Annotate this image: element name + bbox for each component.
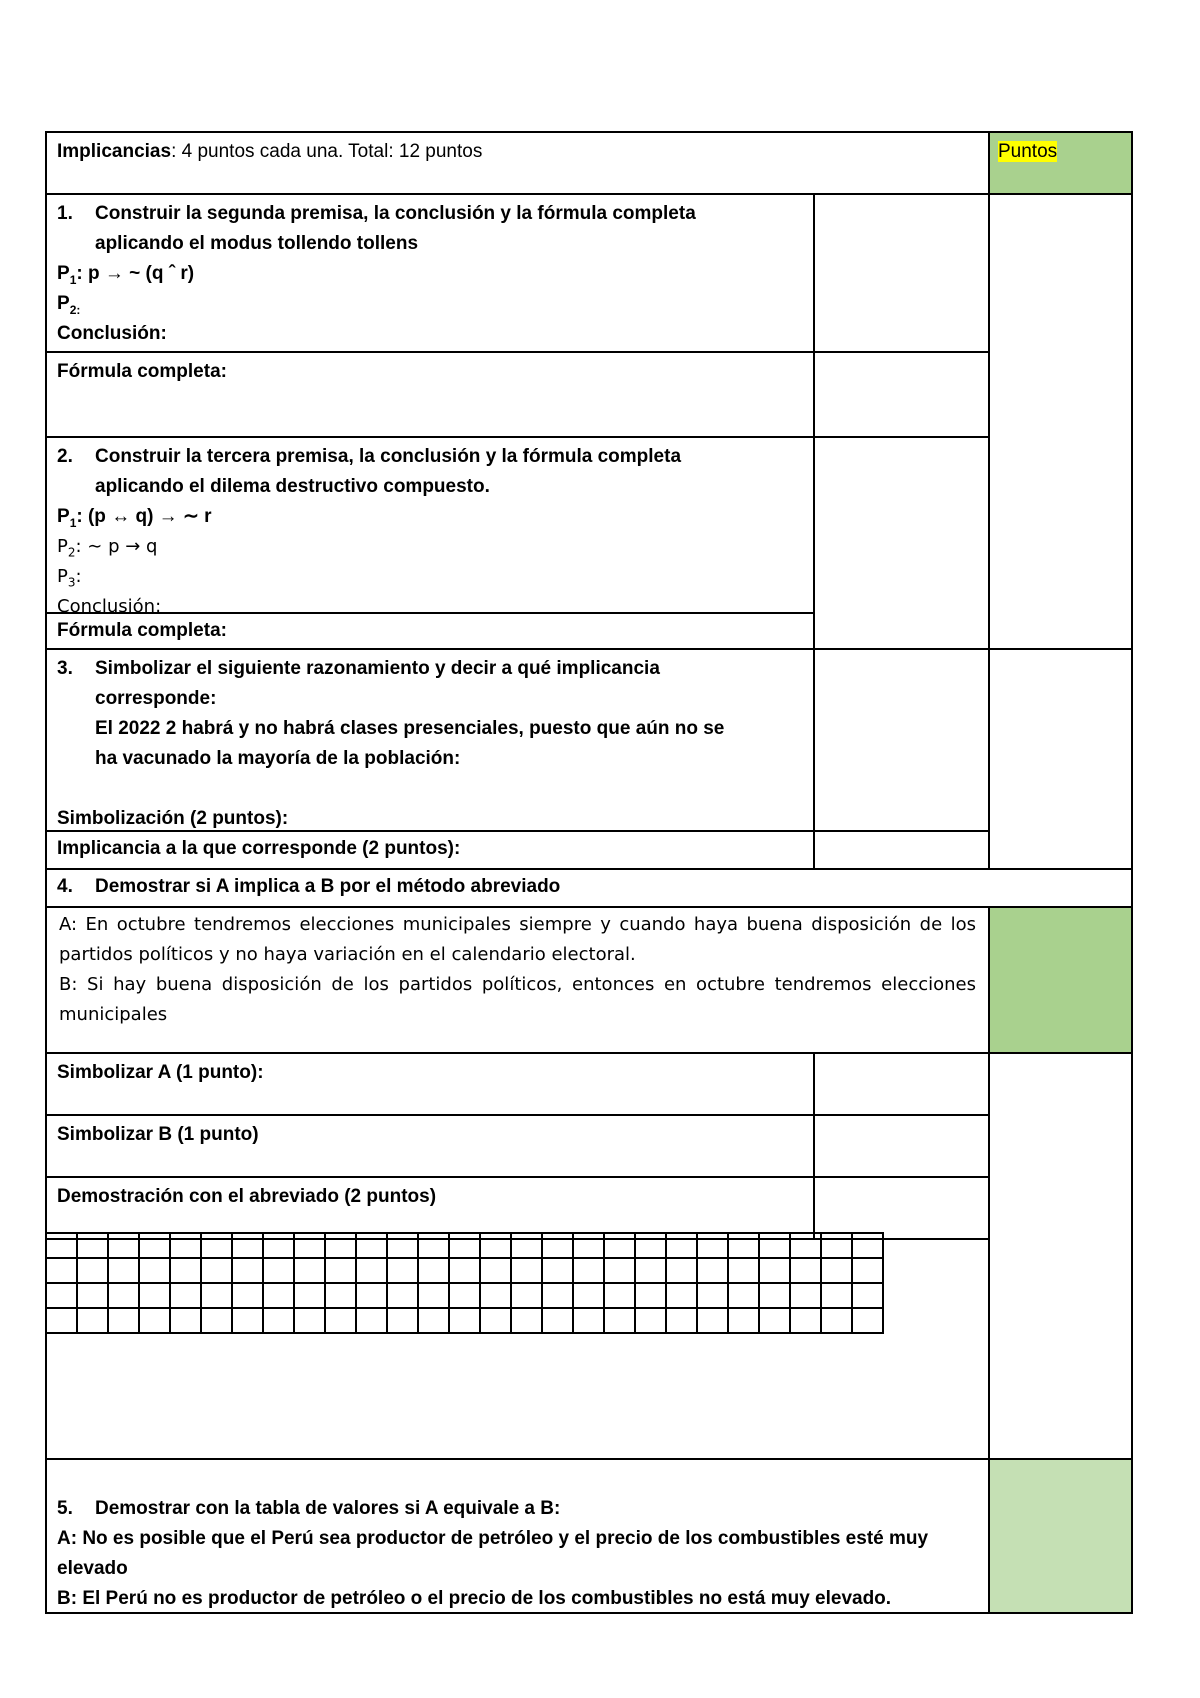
- grid-cell: [542, 1308, 573, 1333]
- grid-cell: [511, 1258, 542, 1283]
- grid-cell: [635, 1308, 666, 1333]
- q4-answer-grid: [45, 1232, 884, 1334]
- q5-number: 5.: [57, 1498, 73, 1519]
- grid-cell: [108, 1283, 139, 1308]
- grid-cell: [201, 1283, 232, 1308]
- grid-cell: [759, 1258, 790, 1283]
- grid-cell: [232, 1258, 263, 1283]
- grid-cell: [356, 1258, 387, 1283]
- grid-cell: [573, 1283, 604, 1308]
- q4-symbolize-a-score-cell: [813, 1052, 990, 1116]
- grid-cell: [356, 1308, 387, 1333]
- q1-score-cell: [813, 193, 990, 353]
- q4-symbolize-b-cell: [45, 1114, 815, 1178]
- grid-cell: [294, 1283, 325, 1308]
- q3-symbolization: Simbolización (2 puntos):: [57, 808, 289, 829]
- q4-statement-b: B: Si hay buena disposición de los partidos políticos, entonces en octubre tendremos elecciones municipales: [59, 974, 976, 1025]
- q4-title-cell: [45, 868, 1133, 908]
- grid-cell: [852, 1233, 883, 1258]
- q2-cell: [45, 436, 815, 614]
- q4-demonstration-cell: [45, 1176, 815, 1240]
- grid-cell: [728, 1283, 759, 1308]
- q4-statement-a: A: En octubre tendremos elecciones municipales siempre y cuando haya buena disposición de los partidos políticos y no haya variación en el calendario electoral.: [59, 914, 976, 965]
- q1-cell: [45, 193, 815, 353]
- grid-cell: [232, 1233, 263, 1258]
- grid-cell: [759, 1283, 790, 1308]
- grid-cell: [728, 1258, 759, 1283]
- grid-cell: [852, 1258, 883, 1283]
- q4-symbolize-b: Simbolizar B (1 punto): [57, 1124, 259, 1145]
- grid-cell: [697, 1233, 728, 1258]
- grid-cell: [325, 1283, 356, 1308]
- grid-cell: [542, 1283, 573, 1308]
- q2-score-cell: [813, 436, 990, 650]
- grid-cell: [46, 1308, 77, 1333]
- grid-cell: [759, 1308, 790, 1333]
- grid-cell: [852, 1308, 883, 1333]
- grid-cell: [449, 1258, 480, 1283]
- q3-implicancia-cell: [45, 830, 815, 870]
- grid-cell: [542, 1233, 573, 1258]
- grid-cell: [294, 1258, 325, 1283]
- grid-cell: [480, 1283, 511, 1308]
- grid-cell: [356, 1233, 387, 1258]
- q1-p2: $P_{2:}$: [57, 293, 81, 317]
- grid-cell: [139, 1258, 170, 1283]
- q3-line4: ha vacunado la mayoría de la población:: [95, 748, 461, 769]
- grid-cell: [108, 1258, 139, 1283]
- grid-cell: [77, 1233, 108, 1258]
- q4-statements-cell: [45, 906, 990, 1054]
- grid-cell: [604, 1283, 635, 1308]
- q4-title: 4. Demostrar si A implica a B por el método abreviado: [57, 872, 1121, 902]
- grid-cell: [139, 1233, 170, 1258]
- q2-p1: $P_1$: (p ↔ q) → ∼ r: [57, 506, 212, 530]
- grid-cell: [480, 1233, 511, 1258]
- header-cell: [45, 131, 990, 195]
- grid-cell: [418, 1233, 449, 1258]
- grid-cell: [511, 1233, 542, 1258]
- grid-cell: [263, 1233, 294, 1258]
- grid-cell: [759, 1233, 790, 1258]
- grid-cell: [449, 1233, 480, 1258]
- grid-cell: [294, 1233, 325, 1258]
- header-title-bold: Implicancias: [57, 141, 172, 162]
- grid-cell: [108, 1308, 139, 1333]
- q4-number: 4.: [57, 876, 73, 897]
- grid-cell: [728, 1233, 759, 1258]
- grid-cell: [604, 1258, 635, 1283]
- grid-cell: [821, 1283, 852, 1308]
- q3-line2: corresponde:: [95, 688, 217, 709]
- grid-cell: [790, 1233, 821, 1258]
- grid-cell: [201, 1258, 232, 1283]
- grid-cell: [666, 1258, 697, 1283]
- grid-cell: [201, 1308, 232, 1333]
- grid-cell: [635, 1283, 666, 1308]
- grid-cell: [666, 1233, 697, 1258]
- grid-cell: [263, 1283, 294, 1308]
- q1-line1: 1. Construir la segunda premisa, la conclusión y la fórmula completa: [57, 199, 803, 229]
- q4-symbolize-b-score-cell: [813, 1114, 990, 1178]
- q4-statements-points-cell: [988, 906, 1133, 1054]
- grid-cell: [666, 1308, 697, 1333]
- grid-cell: [852, 1283, 883, 1308]
- grid-cell: [635, 1233, 666, 1258]
- q3-line1: 3. Simbolizar el siguiente razonamiento y decir a qué implicancia: [57, 654, 803, 684]
- grid-cell: [449, 1308, 480, 1333]
- grid-cell: [170, 1233, 201, 1258]
- grid-cell: [666, 1283, 697, 1308]
- grid-cell: [201, 1233, 232, 1258]
- grid-cell: [356, 1283, 387, 1308]
- grid-cell: [635, 1258, 666, 1283]
- grid-cell: [139, 1283, 170, 1308]
- grid-cell: [170, 1308, 201, 1333]
- q1-conclusion: Conclusión:: [57, 323, 167, 344]
- q1-q2-points-cell: [988, 193, 1133, 650]
- grid-cell: [821, 1308, 852, 1333]
- q5-cell: [45, 1458, 990, 1614]
- grid-cell: [46, 1233, 77, 1258]
- grid-cell: [821, 1233, 852, 1258]
- grid-cell: [480, 1258, 511, 1283]
- grid-cell: [573, 1258, 604, 1283]
- q4-points-cell: [988, 1052, 1133, 1460]
- grid-cell: [728, 1308, 759, 1333]
- q2-line1: 2. Construir la tercera premisa, la conclusión y la fórmula completa: [57, 442, 803, 472]
- q3-line3: El 2022 2 habrá y no habrá clases presenciales, puesto que aún no se: [95, 718, 725, 739]
- grid-cell: [790, 1283, 821, 1308]
- header-title-rest: : 4 puntos cada una. Total: 12 puntos: [171, 141, 483, 162]
- grid-cell: [387, 1258, 418, 1283]
- grid-cell: [325, 1233, 356, 1258]
- grid-cell: [387, 1283, 418, 1308]
- grid-cell: [232, 1308, 263, 1333]
- grid-cell: [325, 1258, 356, 1283]
- q2-p3: $P_3$:: [57, 566, 82, 590]
- grid-cell: [511, 1308, 542, 1333]
- q2-formula: Fórmula completa:: [57, 620, 227, 641]
- grid-cell: [821, 1258, 852, 1283]
- grid-cell: [46, 1258, 77, 1283]
- q5-statement-b: B: El Perú no es productor de petróleo o el precio de los combustibles no está muy elevado.: [57, 1588, 892, 1609]
- q1-p1: $P_1$: p → ~ (q ˆ r): [57, 263, 195, 287]
- grid-cell: [77, 1258, 108, 1283]
- q1-formula-score-cell: [813, 351, 990, 438]
- q3-implicancia-score-cell: [813, 830, 990, 870]
- q3-cell: [45, 648, 815, 832]
- grid-cell: [387, 1233, 418, 1258]
- q4-symbolize-a: Simbolizar A (1 punto):: [57, 1062, 264, 1083]
- q2-conclusion: Conclusión:: [57, 596, 162, 614]
- q1-line2: aplicando el modus tollendo tollens: [95, 233, 419, 254]
- grid-cell: [418, 1283, 449, 1308]
- grid-cell: [790, 1308, 821, 1333]
- grid-cell: [139, 1308, 170, 1333]
- q5-points-cell: [988, 1458, 1133, 1614]
- q3-score-cell: [813, 648, 990, 832]
- grid-cell: [604, 1233, 635, 1258]
- grid-cell: [604, 1308, 635, 1333]
- grid-cell: [511, 1283, 542, 1308]
- q4-symbolize-a-cell: [45, 1052, 815, 1116]
- q3-implicancia: Implicancia a la que corresponde (2 puntos):: [57, 838, 461, 859]
- grid-cell: [418, 1308, 449, 1333]
- grid-cell: [697, 1308, 728, 1333]
- grid-cell: [108, 1233, 139, 1258]
- grid-cell: [387, 1308, 418, 1333]
- grid-cell: [325, 1308, 356, 1333]
- q1-formula: Fórmula completa:: [57, 361, 227, 382]
- grid-cell: [263, 1308, 294, 1333]
- q1-formula-cell: [45, 351, 815, 438]
- q5-title: 5. Demostrar con la tabla de valores si A equivale a B:: [57, 1494, 978, 1524]
- grid-cell: [77, 1308, 108, 1333]
- grid-cell: [170, 1283, 201, 1308]
- grid-cell: [418, 1258, 449, 1283]
- points-label: Puntos: [998, 141, 1058, 162]
- grid-cell: [77, 1283, 108, 1308]
- grid-cell: [573, 1233, 604, 1258]
- q3-points-cell: [988, 648, 1133, 870]
- grid-cell: [697, 1258, 728, 1283]
- q2-formula-cell: [45, 612, 815, 650]
- grid-cell: [46, 1283, 77, 1308]
- grid-cell: [232, 1283, 263, 1308]
- grid-cell: [573, 1308, 604, 1333]
- q5-statement-a: A: No es posible que el Perú sea productor de petróleo y el precio de los combustibles esté muy elevado: [57, 1528, 929, 1579]
- q4-demonstration-score-cell: [813, 1176, 990, 1240]
- q2-number: 2.: [57, 446, 73, 467]
- grid-cell: [542, 1258, 573, 1283]
- q1-number: 1.: [57, 203, 73, 224]
- grid-cell: [790, 1258, 821, 1283]
- grid-cell: [480, 1308, 511, 1333]
- q3-number: 3.: [57, 658, 73, 679]
- points-header-cell: [988, 131, 1133, 195]
- grid-cell: [263, 1258, 294, 1283]
- q4-demonstration: Demostración con el abreviado (2 puntos): [57, 1186, 437, 1207]
- q2-p2: $P_2$: ∼ p → q: [57, 536, 158, 560]
- grid-cell: [294, 1308, 325, 1333]
- grid-cell: [170, 1258, 201, 1283]
- grid-cell: [449, 1283, 480, 1308]
- grid-cell: [697, 1283, 728, 1308]
- q2-line2: aplicando el dilema destructivo compuesto.: [95, 476, 490, 497]
